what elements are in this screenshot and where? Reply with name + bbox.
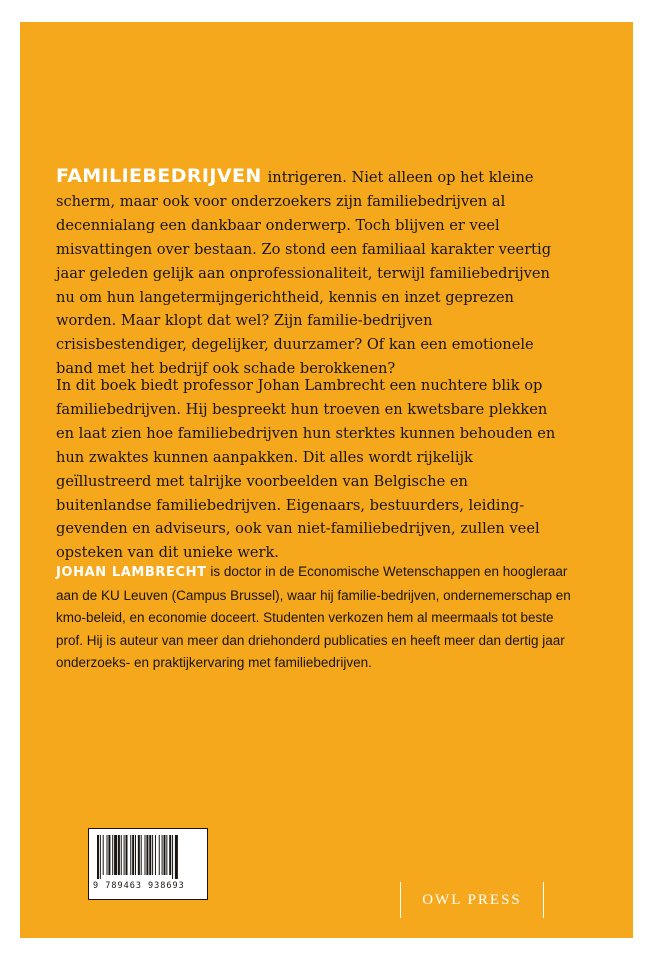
author-name: JOHAN LAMBRECHT (56, 565, 207, 580)
author-bio-text: is doctor in de Economische Wetenschappen en hoogleraar aan de KU Leuven (Campus Brussel), waar hij familie-bedrijven, ondernemerschap en kmo-beleid, en economie doceert. Studenten verkozen hem al meermaals tot beste prof. Hij is auteur van meer dan driehonderd publicaties en heeft meer dan dertig jaar onderzoeks- en praktijkervaring met familiebedrijven. (56, 564, 571, 671)
barcode-digits: 9 789463 938693 (93, 881, 185, 891)
intro-text: intrigeren. Niet alleen op het kleine scherm, maar ook voor onderzoekers zijn familiebedrijven al decennialang een dankbaar onderwerp. Toch blijven er veel misvattingen over bestaan. Zo stond een familiaal karakter veertig jaar geleden gelijk aan onprofessionaliteit, terwijl familiebedrijven nu om hun langetermijngerichtheid, kennis en inzet geprezen worden. Maar klopt dat wel? Zijn familie-bedrijven crisisbestendiger, degelijker, duurzamer? Of kan een emotionele band met het bedrijf ook schade berokkenen? (56, 169, 552, 378)
intro-paragraph (56, 165, 566, 381)
intro-lead-word: FAMILIEBEDRIJVEN (56, 165, 262, 187)
isbn-barcode (88, 828, 208, 900)
description-paragraph: In dit boek biedt professor Johan Lambrecht een nuchtere blik op familiebedrijven. Hij bespreekt hun troeven en kwetsbare plekken en laat zien hoe familiebedrijven hun sterktes kunnen behouden en hun zwaktes kunnen aanpakken. Dit alles wordt rijkelijk geïllustreerd met talrijke voorbeelden van Belgische en buitenlandse familiebedrijven. Eigenaars, bestuurders, leiding-gevenden en adviseurs, ook van niet-familiebedrijven, zullen veel opsteken van dit unieke werk. (56, 377, 556, 562)
publisher-name: OWL PRESS (422, 892, 522, 908)
author-bio (56, 561, 576, 675)
publisher-logo (400, 882, 544, 918)
barcode-bars (97, 835, 199, 879)
